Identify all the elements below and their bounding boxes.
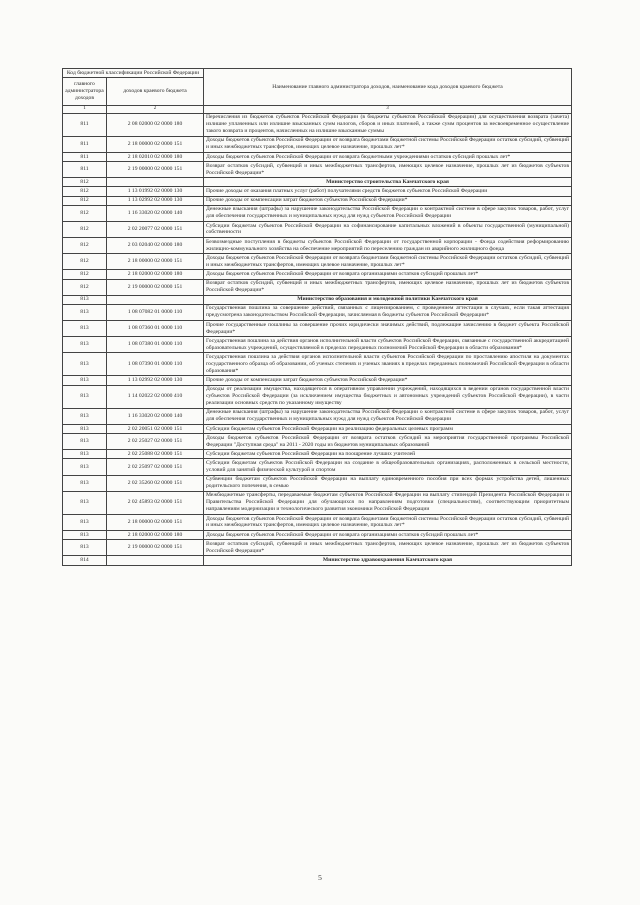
income-code-cell: 1 13 02992 02 0000 130 xyxy=(107,196,204,205)
table-row xyxy=(63,376,572,385)
income-code-cell: 2 18 00000 02 0000 151 xyxy=(107,136,204,152)
income-name-cell: Министерство строительства Камчатского края xyxy=(204,178,572,187)
table-row xyxy=(63,152,572,161)
income-classification-table xyxy=(62,68,572,566)
admin-code-cell: 813 xyxy=(63,450,107,459)
income-code-cell: 2 03 02040 02 0000 180 xyxy=(107,238,204,254)
table-row xyxy=(63,434,572,450)
admin-code-cell: 813 xyxy=(63,295,107,304)
header-group-title: Код бюджетной классификации Российской Федерации xyxy=(63,69,204,78)
income-name-cell: Денежные взыскания (штрафы) за нарушение законодательства Российской Федерации о контрактной системе в сфере закупок товаров, работ, услуг для обеспечения государственных и муниципальных нужд для нужд субъектов Российской Федерации xyxy=(204,205,572,221)
income-code-cell: 2 18 02010 02 0000 180 xyxy=(107,152,204,161)
admin-code-cell: 812 xyxy=(63,254,107,270)
income-name-cell: Доходы бюджетов субъектов Российской Федерации от возврата бюджетами бюджетной системы Российской Федерации остатков субсидий, субвенций и иных межбюджетных трансфертов, имеющих целевое назначение, прошлых лет* xyxy=(204,514,572,530)
income-name-cell: Министерство здравоохранения Камчатского края xyxy=(204,556,572,565)
table-row xyxy=(63,113,572,136)
income-code-cell xyxy=(107,556,204,565)
income-name-cell: Доходы бюджетов субъектов Российской Федерации от возврата бюджетами бюджетной системы Российской Федерации остатков субсидий, субвенций и иных межбюджетных трансфертов, имеющих целевое назначение, прошлых лет* xyxy=(204,254,572,270)
income-code-cell: 1 08 07360 01 0000 110 xyxy=(107,321,204,337)
income-code-cell: 2 02 45893 02 0000 151 xyxy=(107,491,204,514)
admin-code-cell: 812 xyxy=(63,221,107,237)
income-name-cell: Доходы бюджетов субъектов Российской Федерации от возврата бюджетными учреждениями остатков субсидий прошлых лет* xyxy=(204,152,572,161)
admin-code-cell: 811 xyxy=(63,113,107,136)
income-name-cell: Прочие доходы от компенсации затрат бюджетов субъектов Российской Федерации* xyxy=(204,196,572,205)
table-row xyxy=(63,514,572,530)
income-code-cell: 2 19 00000 02 0000 151 xyxy=(107,279,204,295)
income-name-cell: Субсидии бюджетам субъектов Российской Федерации на создание в общеобразовательных организациях, расположенных в сельской местности, условий для занятий физической культурой и спортом xyxy=(204,459,572,475)
income-code-cell: 2 02 20077 02 0000 151 xyxy=(107,221,204,237)
page-number: 5 xyxy=(318,873,322,882)
column-number: 3 xyxy=(204,106,572,113)
admin-code-cell: 813 xyxy=(63,424,107,433)
income-code-cell: 2 02 20051 02 0000 151 xyxy=(107,424,204,433)
admin-code-cell: 813 xyxy=(63,540,107,556)
income-name-cell: Доходы бюджетов субъектов Российской Федерации от возврата организациями остатков субсидий прошлых лет* xyxy=(204,270,572,279)
admin-code-cell: 814 xyxy=(63,556,107,565)
income-code-cell: 1 16 33020 02 0000 140 xyxy=(107,408,204,424)
column-number: 1 xyxy=(63,106,107,113)
income-name-cell: Государственная пошлина за действия органов исполнительной власти субъектов Российской Федерации, связанные с государственной аккредитацией образовательных учреждений, осуществляемой в пределах переданных полномочий Российской Федерации в области образования* xyxy=(204,337,572,353)
income-name-cell: Доходы от реализации имущества, находящегося в оперативном управлении учреждений, находящихся в ведении органов государственной власти субъектов Российской Федерации (за исключением имущества бюджетных и автономных учреждений субъектов Российской Федерации), в части реализации основных средств по указанному имуществу xyxy=(204,385,572,408)
section-row xyxy=(63,178,572,187)
admin-code-cell: 813 xyxy=(63,475,107,491)
income-name-cell: Безвозмездные поступления в бюджеты субъектов Российской Федерации от государственной корпорации - Фонда содействия реформированию жилищно-коммунального хозяйства на обеспечение мероприятий по переселению граждан из аварийного жилищного фонда xyxy=(204,238,572,254)
income-name-cell: Прочие доходы от оказания платных услуг (работ) получателями средств бюджетов субъектов Российской Федерации xyxy=(204,187,572,196)
admin-code-cell: 812 xyxy=(63,270,107,279)
income-code-cell: 2 18 00000 02 0000 151 xyxy=(107,514,204,530)
income-code-cell xyxy=(107,295,204,304)
table-row xyxy=(63,408,572,424)
column-number-row xyxy=(63,106,572,113)
income-name-cell: Возврат остатков субсидий, субвенций и иных межбюджетных трансфертов, имеющих целевое назначение, прошлых лет из бюджетов субъектов Российской Федерации* xyxy=(204,540,572,556)
income-code-cell xyxy=(107,178,204,187)
header-col-admin: главного администратора доходов xyxy=(63,78,107,106)
table-row xyxy=(63,321,572,337)
income-name-cell: Министерство образования и молодежной политики Камчатского края xyxy=(204,295,572,304)
income-code-cell: 2 08 02000 02 0000 180 xyxy=(107,113,204,136)
header-col-name: Наименование главного администратора доходов, наименование кода доходов краевого бюджета xyxy=(204,69,572,106)
income-code-cell: 1 08 07390 01 0000 110 xyxy=(107,353,204,376)
income-name-cell: Государственная пошлина за совершение действий, связанных с лицензированием, с проведением аттестации в случаях, если такая аттестация предусмотрена законодательством Российской Федерации, зачисляемая в бюджеты субъектов Российской Федерации* xyxy=(204,304,572,320)
income-code-cell: 2 02 25097 02 0000 151 xyxy=(107,459,204,475)
income-code-cell: 2 02 25088 02 0000 151 xyxy=(107,450,204,459)
table-row xyxy=(63,162,572,178)
table-row xyxy=(63,531,572,540)
admin-code-cell: 813 xyxy=(63,514,107,530)
table-row xyxy=(63,304,572,320)
income-code-cell: 1 08 07380 01 0000 110 xyxy=(107,337,204,353)
column-number: 2 xyxy=(107,106,204,113)
income-code-cell: 1 08 07082 01 0000 110 xyxy=(107,304,204,320)
income-name-cell: Субсидии бюджетам субъектов Российской Федерации на поощрение лучших учителей xyxy=(204,450,572,459)
admin-code-cell: 813 xyxy=(63,408,107,424)
income-code-cell: 2 19 00000 02 0000 151 xyxy=(107,162,204,178)
income-name-cell: Субсидии бюджетам субъектов Российской Федерации на реализацию федеральных целевых программ xyxy=(204,424,572,433)
income-name-cell: Денежные взыскания (штрафы) за нарушение законодательства Российской Федерации о контрактной системе в сфере закупок товаров, работ, услуг для обеспечения государственных и муниципальных нужд для нужд субъектов Российской Федерации xyxy=(204,408,572,424)
income-name-cell: Прочие доходы от компенсации затрат бюджетов субъектов Российской Федерации* xyxy=(204,376,572,385)
admin-code-cell: 812 xyxy=(63,279,107,295)
income-name-cell: Межбюджетные трансферты, передаваемые бюджетам субъектов Российской Федерации на выплату стипендий Президента Российской Федерации и Правительства Российской Федерации для обучающихся по направлениям подготовки (специальностям), соответствующим приоритетным направлениям модернизации и технологического развития экономики Российской Федерации xyxy=(204,491,572,514)
income-name-cell: Государственная пошлина за действия органов исполнительной власти субъектов Российской Федерации по проставлению апостиля на документах государственного образца об образовании, об ученых степенях и ученых званиях в пределах переданных полномочий Российской Федерации в области образования* xyxy=(204,353,572,376)
income-name-cell: Перечисления из бюджетов субъектов Российской Федерации (в бюджеты субъектов Российской Федерации) для осуществления возврата (зачета) излишне уплаченных или излишне взысканных сумм налогов, сборов и иных платежей, а также сумм процентов за несвоевременное осуществление такого возврата и процентов, начисленных на излишне взысканные суммы xyxy=(204,113,572,136)
table-row xyxy=(63,450,572,459)
income-name-cell: Субсидии бюджетам субъектов Российской Федерации на софинансирование капитальных вложений в объекты государственной (муниципальной) собственности xyxy=(204,221,572,237)
income-code-cell: 2 19 00000 02 0000 151 xyxy=(107,540,204,556)
income-name-cell: Прочие государственные пошлины за совершение прочих юридически значимых действий, подлежащие зачислению в бюджет субъекта Российской Федерации* xyxy=(204,321,572,337)
income-code-cell: 1 16 33020 02 0000 140 xyxy=(107,205,204,221)
income-code-cell: 2 18 00000 02 0000 151 xyxy=(107,254,204,270)
income-code-cell: 1 13 02992 02 0000 130 xyxy=(107,376,204,385)
table-row xyxy=(63,491,572,514)
table-row xyxy=(63,353,572,376)
admin-code-cell: 813 xyxy=(63,459,107,475)
table-row xyxy=(63,196,572,205)
table-row xyxy=(63,136,572,152)
income-code-cell: 2 02 25027 02 0000 151 xyxy=(107,434,204,450)
admin-code-cell: 812 xyxy=(63,196,107,205)
admin-code-cell: 812 xyxy=(63,187,107,196)
income-code-cell: 2 18 02000 02 0000 180 xyxy=(107,531,204,540)
admin-code-cell: 813 xyxy=(63,434,107,450)
table-row xyxy=(63,270,572,279)
income-name-cell: Субвенции бюджетам субъектов Российской Федерации на выплату единовременного пособия при всех формах устройства детей, лишенных родительского попечения, в семью xyxy=(204,475,572,491)
income-name-cell: Возврат остатков субсидий, субвенций и иных межбюджетных трансфертов, имеющих целевое назначение, прошлых лет из бюджетов субъектов Российской Федерации* xyxy=(204,162,572,178)
admin-code-cell: 813 xyxy=(63,491,107,514)
table-row xyxy=(63,459,572,475)
income-code-cell: 1 13 01992 02 0000 130 xyxy=(107,187,204,196)
admin-code-cell: 813 xyxy=(63,531,107,540)
header-col-code: доходов краевого бюджета xyxy=(107,78,204,106)
table-row xyxy=(63,221,572,237)
table-row xyxy=(63,385,572,408)
admin-code-cell: 813 xyxy=(63,304,107,320)
income-code-cell: 2 02 35260 02 0000 151 xyxy=(107,475,204,491)
section-row xyxy=(63,295,572,304)
admin-code-cell: 813 xyxy=(63,385,107,408)
table-row xyxy=(63,540,572,556)
income-name-cell: Доходы бюджетов субъектов Российской Федерации от возврата остатков субсидий на мероприятия государственной программы Российской Федерации "Доступная среда" на 2011 - 2020 годы из бюджетов муниципальных образований xyxy=(204,434,572,450)
admin-code-cell: 811 xyxy=(63,136,107,152)
header-row xyxy=(63,69,572,78)
table-row xyxy=(63,475,572,491)
admin-code-cell: 813 xyxy=(63,337,107,353)
admin-code-cell: 812 xyxy=(63,238,107,254)
income-name-cell: Доходы бюджетов субъектов Российской Федерации от возврата бюджетами бюджетной системы Российской Федерации остатков субсидий, субвенций и иных межбюджетных трансфертов, имеющих целевое назначение, прошлых лет* xyxy=(204,136,572,152)
income-name-cell: Доходы бюджетов субъектов Российской Федерации от возврата организациями остатков субсидий прошлых лет* xyxy=(204,531,572,540)
admin-code-cell: 811 xyxy=(63,162,107,178)
admin-code-cell: 812 xyxy=(63,178,107,187)
income-code-cell: 2 18 02000 02 0000 180 xyxy=(107,270,204,279)
admin-code-cell: 811 xyxy=(63,152,107,161)
table-row xyxy=(63,238,572,254)
table-row xyxy=(63,337,572,353)
table-row xyxy=(63,187,572,196)
table-row xyxy=(63,205,572,221)
admin-code-cell: 812 xyxy=(63,205,107,221)
section-row xyxy=(63,556,572,565)
admin-code-cell: 813 xyxy=(63,321,107,337)
table-row xyxy=(63,279,572,295)
income-name-cell: Возврат остатков субсидий, субвенций и иных межбюджетных трансфертов, имеющих целевое назначение, прошлых лет из бюджетов субъектов Российской Федерации* xyxy=(204,279,572,295)
table-row xyxy=(63,254,572,270)
admin-code-cell: 813 xyxy=(63,353,107,376)
income-code-cell: 1 14 02022 02 0000 410 xyxy=(107,385,204,408)
table-row xyxy=(63,424,572,433)
admin-code-cell: 813 xyxy=(63,376,107,385)
